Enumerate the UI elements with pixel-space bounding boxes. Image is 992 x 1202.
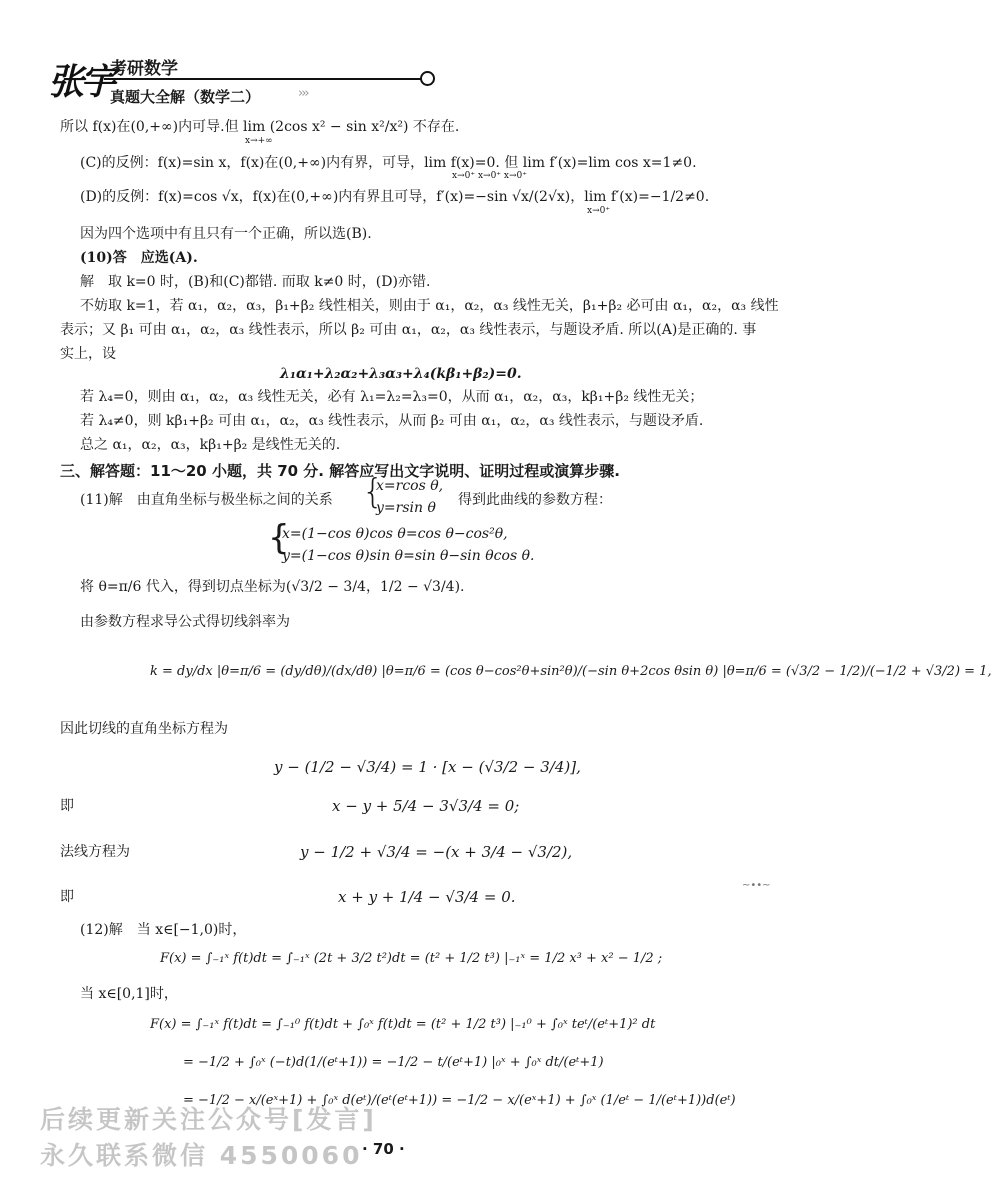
normal-equation: y − 1/2 + √3/4 = −(x + 3/4 − √3/2), [300,843,573,861]
tangent-equation: y − (1/2 − √3/4) = 1 · [x − (√3/2 − 3/4)], [274,758,581,776]
tangent-equation-simplified: x − y + 5/4 − 3√3/4 = 0; [332,797,520,815]
text-line-13: 总之 α₁，α₂，α₃，kβ₁+β₂ 是线性无关的. [80,437,341,453]
brace-left-icon: { [362,472,384,512]
text-line-6: 解 取 k=0 时，(B)和(C)都错. 而取 k≠0 时，(D)亦错. [80,274,431,290]
integral-case-1: F(x) = ∫₋₁ˣ f(t)dt = ∫₋₁ˣ (2t + 3/2 t²)dt = (t² + 1/2 t³) |₋₁ˣ = 1/2 x³ + x² − 1/2 ; [160,951,663,966]
limit-subscript-3: x→0⁺ [587,206,611,216]
integral-case-2-line-3: = −1/2 − x/(eˣ+1) + ∫₀ˣ d(eᵗ)/(eᵗ(eᵗ+1)) = −1/2 − x/(eˣ+1) + ∫₀ˣ (1/eᵗ − 1/(eᵗ+1))d(eᵗ) [183,1093,736,1108]
solution-12-case-2: 当 x∈[0,1]时， [80,986,178,1002]
limit-subscript-2: x→0⁺ x→0⁺ x→0⁺ [452,171,528,181]
solution-11-intro: (11)解 由直角坐标与极坐标之间的关系 [80,492,333,508]
brace-left-icon: { [268,518,290,558]
margin-mark: ~••~ [742,880,771,891]
header-rule [104,78,426,80]
parametric-x: x=(1−cos θ)cos θ=cos θ−cos²θ, [282,526,508,542]
linear-combination-equation: λ₁α₁+λ₂α₂+λ₃α₃+λ₄(kβ₁+β₂)=0. [280,366,522,382]
polar-relation-y: y=rsin θ [376,500,436,516]
slope-intro: 由参数方程求导公式得切线斜率为 [80,614,290,630]
book-subtitle: 真题大全解（数学二） [110,88,261,106]
text-line-4: 因为四个选项中有且只有一个正确，所以选(B). [80,226,372,242]
text-line-12: 若 λ₄≠0，则 kβ₁+β₂ 可由 α₁，α₂，α₃ 线性表示，从而 β₂ 可由 α₁，α₂，α₃ 线性表示，与题设矛盾. [80,413,704,429]
text-line-1: 所以 f(x)在(0,+∞)内可导.但 lim (2cos x² − sin x²/x²) 不存在. [60,119,460,135]
polar-relation-x: x=rcos θ, [376,478,444,494]
text-line-7: 不妨取 k=1，若 α₁，α₂，α₃，β₁+β₂ 线性相关，则由于 α₁，α₂，α₃ 线性无关，β₁+β₂ 必可由 α₁，α₂，α₃ 线性 [80,298,779,314]
text-line-11: 若 λ₄=0，则由 α₁，α₂，α₃ 线性无关，必有 λ₁=λ₂=λ₃=0，从而 α₁，α₂，α₃，kβ₁+β₂ 线性无关； [80,389,704,405]
watermark-line-1: 后续更新关注公众号[发言] [40,1105,377,1134]
text-line-8: 表示；又 β₁ 可由 α₁，α₂，α₃ 线性表示，所以 β₂ 可由 α₁，α₂，α₃ 线性表示，与题设矛盾. 所以(A)是正确的. 事 [60,322,757,338]
text-line-3: (D)的反例：f(x)=cos √x，f(x)在(0,+∞)内有界且可导，f′(x)=−sin √x/(2√x)，lim f′(x)=−1/2≠0. [80,189,710,205]
normal-equation-simplified: x + y + 1/4 − √3/4 = 0. [338,888,516,906]
limit-subscript-1: x→+∞ [245,136,273,146]
normal-intro: 法线方程为 [60,844,130,860]
integral-case-2-line-1: F(x) = ∫₋₁ˣ f(t)dt = ∫₋₁⁰ f(t)dt + ∫₀ˣ f(t)dt = (t² + 1/2 t³) |₋₁⁰ + ∫₀ˣ teᵗ/(eᵗ+1)² dt [150,1017,656,1032]
label-namely-2: 即 [60,889,74,905]
header-circle-icon [420,71,435,86]
chevron-right-icon: ››› [298,86,308,101]
book-title: 考研数学 [110,59,178,79]
label-namely-1: 即 [60,798,74,814]
page-header [40,40,460,110]
author-logo: 张宇 [48,61,113,103]
tangent-intro: 因此切线的直角坐标方程为 [60,721,228,737]
text-line-2: (C)的反例：f(x)=sin x，f(x)在(0,+∞)内有界，可导，lim f(x)=0. 但 lim f′(x)=lim cos x=1≠0. [80,155,697,171]
tangent-point: 将 θ=π/6 代入，得到切点坐标为(√3/2 − 3/4，1/2 − √3/4). [80,579,465,595]
slope-equation: k = dy/dx |θ=π/6 = (dy/dθ)/(dx/dθ) |θ=π/6 = (cos θ−cos²θ+sin²θ)/(−sin θ+2cos θsin θ) |θ=π/6 = (√3/2 − 1/2)/(−1/2 + √3/2) = 1, [150,664,992,679]
answer-10: (10)答 应选(A). [80,250,198,266]
text-line-9: 实上，设 [60,346,116,362]
solution-11-intro-tail: 得到此曲线的参数方程： [458,492,612,508]
integral-case-2-line-2: = −1/2 + ∫₀ˣ (−t)d(1/(eᵗ+1)) = −1/2 − t/(eᵗ+1) |₀ˣ + ∫₀ˣ dt/(eᵗ+1) [183,1055,604,1070]
parametric-y: y=(1−cos θ)sin θ=sin θ−sin θcos θ. [282,548,535,564]
page-number: · 70 · [362,1140,405,1158]
watermark-line-2: 永久联系微信 4550060 [40,1141,363,1170]
solution-12-case-1: (12)解 当 x∈[−1,0)时， [80,922,247,938]
section-heading: 三、解答题：11～20 小题，共 70 分. 解答应写出文字说明、证明过程或演算步骤. [60,462,620,480]
